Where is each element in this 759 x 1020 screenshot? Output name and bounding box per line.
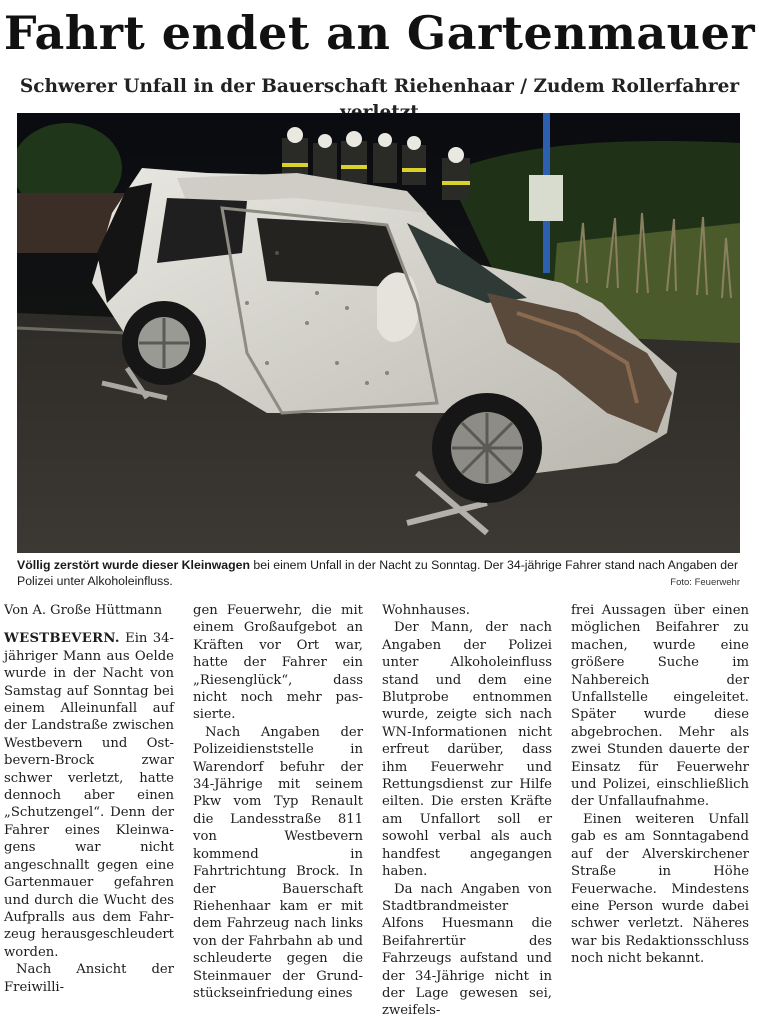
article-column-3 [382, 602, 552, 1020]
paragraph: frei Aussagen über einen möglichen Beifahrer zu machen, wurde eine größere Suche im Nahbereich der Unfallstelle eingeleitet. Später wurde diese abgebrochen. Mehr als zwei Stunden dauerte der Einsatz für Feuerwehr und Polizei, einschließlich der Unfallaufnahme. [571, 603, 749, 810]
paragraph: Nach Ansicht der Freiwilli- [4, 962, 174, 995]
paragraph: Der Mann, der nach Angaben der Polizei unter Alkoholeinfluss stand und dem eine Blutprobe entnommen wurde, zeigte sich nach WN-Informationen nicht erfreut darüber, dass ihm Feuerwehr und Rettungsdienst zur Hilfe eilten. Die ersten Kräfte am Unfallort soll er sowohl verbal als auch handfest angegangen haben. [382, 620, 552, 880]
article-column-2 [193, 602, 363, 1002]
accident-photo [17, 113, 740, 553]
headline: Fahrt endet an Gartenmauer [3, 6, 756, 60]
article-column-4 [571, 602, 749, 968]
dateline: WESTBEVERN. [4, 631, 120, 647]
photo-credit: Foto: Feuerwehr [670, 577, 740, 588]
caption-lead: Völlig zerstört wurde dieser Kleinwagen [17, 558, 251, 572]
paragraph: Wohnhauses. [382, 603, 470, 618]
paragraph [4, 630, 174, 961]
byline: Von A. Große Hüttmann [4, 603, 163, 618]
caption-text: bei einem Unfall in der Nacht zu Sonntag. Der 34-jährige Fahrer stand nach Angaben der Polizei unter Alkoholeinfluss. [17, 558, 739, 588]
paragraph: Einen weiteren Unfall gab es am Sonntagabend auf der Alverskirchener Straße in Höhe Feuerwache. Mindestens eine Person wurde dabei schwer verletzt. Näheres war bis Redaktionsschluss noch nicht bekannt. [571, 811, 749, 967]
paragraph: gen Feuerwehr, die mit einem Großaufgebot an Kräften vor Ort war, hatte der Fahrer ein „Riesenglück“, dass nicht noch mehr passierte. [193, 603, 363, 723]
photo-caption [17, 557, 740, 589]
article-column-1 [4, 602, 174, 996]
paragraph: Da nach Angaben von Stadtbrandmeister Alfons Huesmann die Beifahrertür des Fahrzeugs aufstand und der 34-Jährige nicht in der Lage gewesen sei, zweifels- [382, 881, 552, 1019]
paragraph-text: Ein 34-jähriger Mann aus Oelde wurde in der Nacht von Samstag auf Sonntag bei einem Alleinunfall auf der Landstraße zwischen Westbevern und Ostbevern-Brock zwar schwer verletzt, hatte dennoch aber einen „Schutzengel“. Denn der Fahrer eines Kleinwagens war nicht angeschnallt gegen eine Gartenmauer gefahren und durch die Wucht des Aufpralls aus dem Fahrzeug herausgeschleudert worden. [4, 631, 174, 960]
subheadline: Schwerer Unfall in der Bauerschaft Riehenhaar / Zudem Rollerfahrer [19, 76, 740, 97]
paragraph: Nach Angaben der Polizeidienststelle in Warendorf befuhr der 34-Jährige mit seinem Pkw vom Typ Renault die Landesstraße 811 von Westbevern kommend in Fahrtrichtung Brock. In der Bauerschaft Riehenhaar kam er mit dem Fahrzeug nach links von der Fahrbahn ab und schleuderte gegen die Steinmauer der Grundstückseinfriedung eines [193, 724, 363, 1001]
